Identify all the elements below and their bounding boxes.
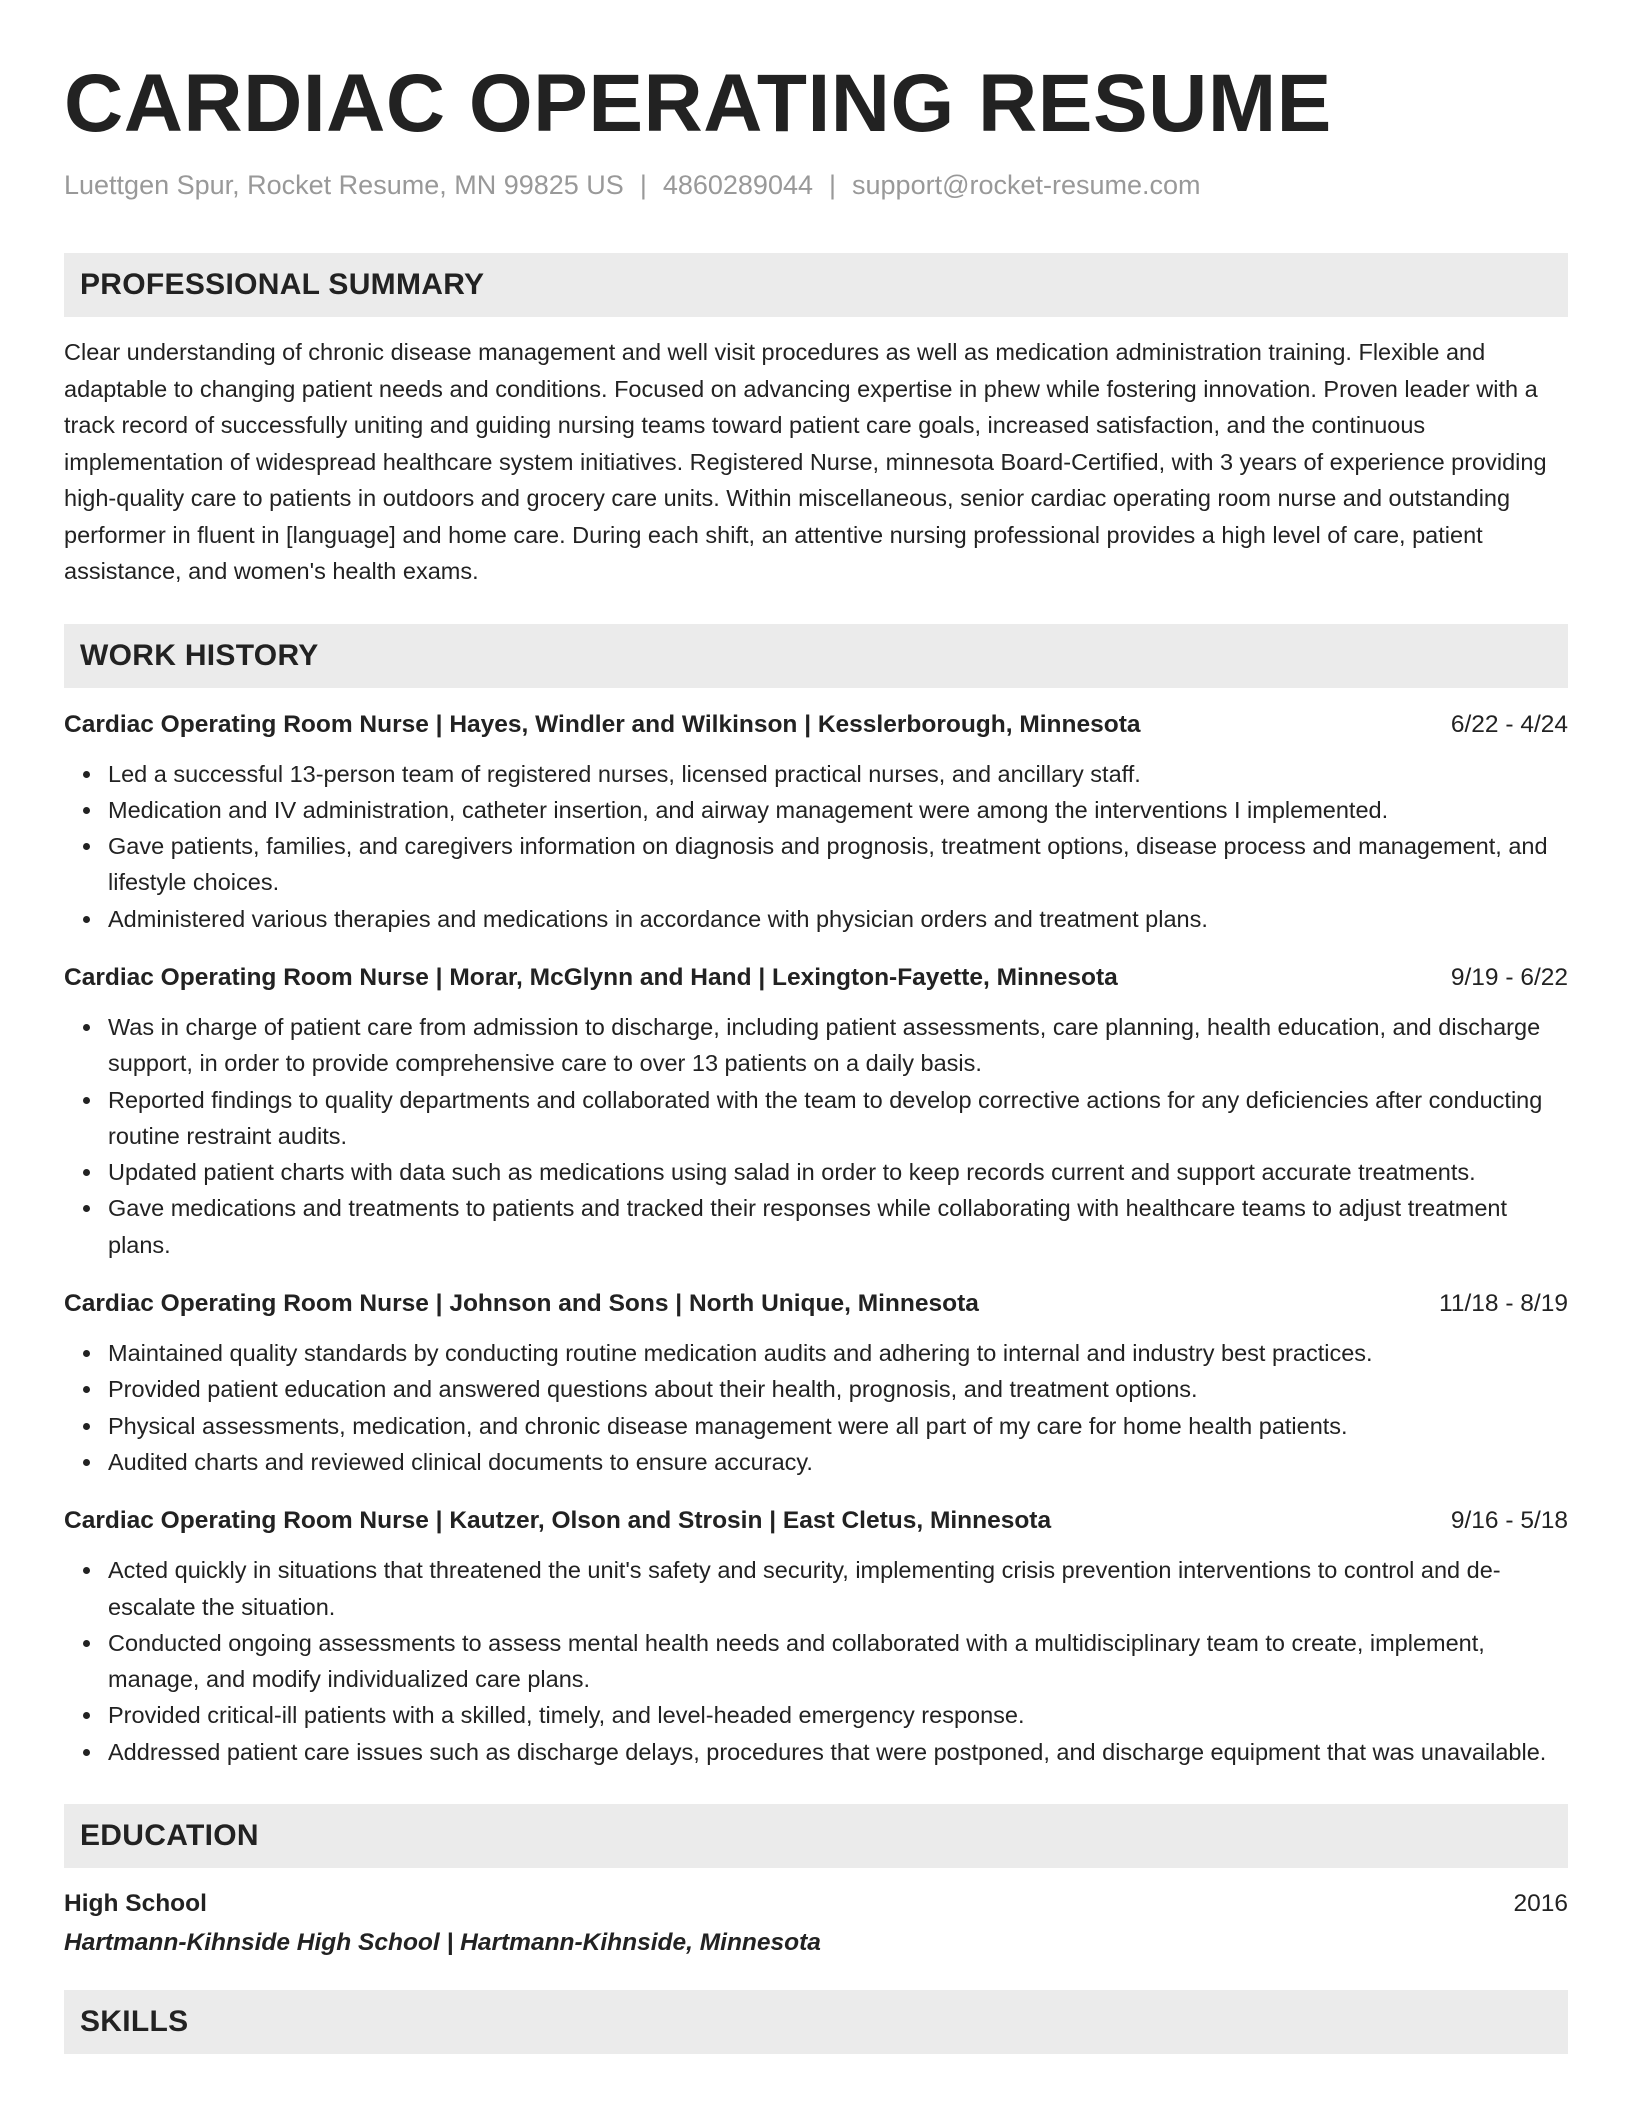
job-bullets bbox=[64, 756, 1568, 937]
section-heading: WORK HISTORY bbox=[80, 638, 319, 672]
contact-email: support@rocket-resume.com bbox=[852, 170, 1201, 200]
section-header-summary bbox=[64, 253, 1568, 317]
contact-line bbox=[64, 168, 1568, 202]
section-heading: SKILLS bbox=[80, 2005, 189, 2039]
job-title: Cardiac Operating Room Nurse | Johnson and Sons | North Unique, Minnesota bbox=[64, 1290, 979, 1318]
job-dates: 11/18 - 8/19 bbox=[1439, 1290, 1568, 1318]
section-header-work-history bbox=[64, 624, 1568, 688]
job-bullet: Physical assessments, medication, and chronic disease management were all part of my care for home health patients. bbox=[108, 1408, 1568, 1444]
job-entry bbox=[64, 961, 1568, 1263]
job-dates: 9/19 - 6/22 bbox=[1450, 963, 1568, 991]
job-header bbox=[64, 1504, 1568, 1538]
section-header-skills bbox=[64, 1990, 1568, 2054]
section-heading: EDUCATION bbox=[80, 1819, 259, 1853]
job-bullet: Reported findings to quality departments and collaborated with the team to develop corrective actions for any deficiencies after conducting routine restraint audits. bbox=[108, 1082, 1568, 1155]
job-bullet: Updated patient charts with data such as medications using salad in order to keep records current and support accurate treatments. bbox=[108, 1154, 1568, 1190]
job-bullet: Was in charge of patient care from admission to discharge, including patient assessments, care planning, health education, and discharge support, in order to provide comprehensive care to over 13 patients on a daily basis. bbox=[108, 1009, 1568, 1082]
job-bullet: Gave medications and treatments to patients and tracked their responses while collaborating with healthcare teams to adjust treatment plans. bbox=[108, 1190, 1568, 1263]
job-title: Cardiac Operating Room Nurse | Kautzer, Olson and Strosin | East Cletus, Minnesota bbox=[64, 1507, 1052, 1535]
education-entry bbox=[64, 1887, 1568, 1960]
resume-title: CARDIAC OPERATING RESUME bbox=[64, 58, 1332, 149]
job-header bbox=[64, 1287, 1568, 1321]
job-dates: 6/22 - 4/24 bbox=[1450, 710, 1568, 738]
education-degree: High School bbox=[64, 1890, 207, 1918]
job-bullet: Administered various therapies and medications in accordance with physician orders and treatment plans. bbox=[108, 901, 1568, 937]
contact-phone: 4860289044 bbox=[662, 170, 813, 200]
job-dates: 9/16 - 5/18 bbox=[1450, 1507, 1568, 1535]
summary-text: Clear understanding of chronic disease management and well visit procedures as well as medication administration training. Flexible and adaptable to changing patient needs and conditions. Focused on advancing expertise in phew while fostering innovation. Proven leader with a track record of successfully uniting and guiding nursing teams toward patient care goals, increased satisfaction, and the continuous implementation of widespread healthcare system initiatives. Registered Nurse, minnesota Board-Certified, with 3 years of experience providing high-quality care to patients in outdoors and grocery care units. Within miscellaneous, senior cardiac operating room nurse and outstanding performer in fluent in [language] and home care. During each shift, an attentive nursing professional provides a high level of care, patient assistance, and women's health exams. bbox=[64, 339, 1547, 584]
job-bullet: Medication and IV administration, catheter insertion, and airway management were among the interventions I implemented. bbox=[108, 792, 1568, 828]
job-header bbox=[64, 961, 1568, 995]
job-bullets bbox=[64, 1009, 1568, 1263]
education-year: 2016 bbox=[1513, 1890, 1568, 1918]
contact-separator: | bbox=[829, 170, 837, 200]
job-bullets bbox=[64, 1335, 1568, 1480]
job-title: Cardiac Operating Room Nurse | Morar, McGlynn and Hand | Lexington-Fayette, Minnesota bbox=[64, 963, 1118, 991]
job-entry bbox=[64, 1504, 1568, 1770]
job-bullet: Acted quickly in situations that threatened the unit's safety and security, implementing crisis prevention interventions to control and de-escalate the situation. bbox=[108, 1552, 1568, 1625]
job-bullet: Addressed patient care issues such as discharge delays, procedures that were postponed, and discharge equipment that was unavailable. bbox=[108, 1734, 1568, 1770]
education-school: Hartmann-Kihnside High School | Hartmann-Kihnside, Minnesota bbox=[64, 1929, 821, 1957]
job-bullet: Audited charts and reviewed clinical documents to ensure accuracy. bbox=[108, 1444, 1568, 1480]
job-bullet: Provided critical-ill patients with a skilled, timely, and level-headed emergency response. bbox=[108, 1697, 1568, 1733]
education-header bbox=[64, 1887, 1568, 1921]
contact-separator: | bbox=[639, 170, 647, 200]
job-header bbox=[64, 708, 1568, 742]
job-bullet: Gave patients, families, and caregivers information on diagnosis and prognosis, treatment options, disease process and management, and lifestyle choices. bbox=[108, 828, 1568, 901]
job-entry bbox=[64, 1287, 1568, 1480]
job-entry bbox=[64, 708, 1568, 937]
job-bullet: Conducted ongoing assessments to assess mental health needs and collaborated with a multidisciplinary team to create, implement, manage, and modify individualized care plans. bbox=[108, 1625, 1568, 1698]
job-bullet: Led a successful 13-person team of registered nurses, licensed practical nurses, and ancillary staff. bbox=[108, 756, 1568, 792]
job-bullet: Maintained quality standards by conducting routine medication audits and adhering to internal and industry best practices. bbox=[108, 1335, 1568, 1371]
job-bullets bbox=[64, 1552, 1568, 1770]
contact-address: Luettgen Spur, Rocket Resume, MN 99825 US bbox=[64, 170, 624, 200]
job-title: Cardiac Operating Room Nurse | Hayes, Windler and Wilkinson | Kesslerborough, Minnesota bbox=[64, 710, 1141, 738]
job-bullet: Provided patient education and answered questions about their health, prognosis, and treatment options. bbox=[108, 1371, 1568, 1407]
section-heading: PROFESSIONAL SUMMARY bbox=[80, 268, 485, 301]
section-header-education bbox=[64, 1804, 1568, 1868]
